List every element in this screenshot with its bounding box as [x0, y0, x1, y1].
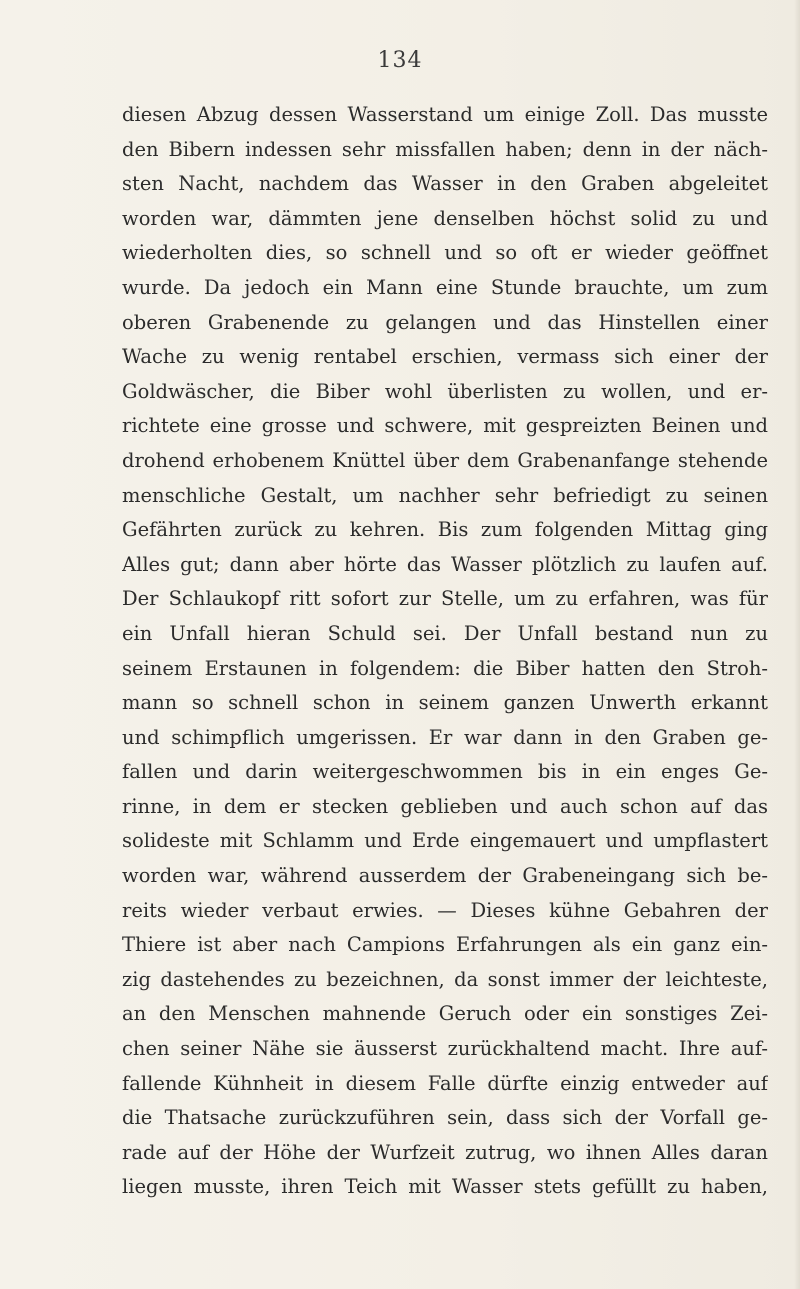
text-line: Thiere ist aber nach Campions Erfahrungen als ein ganz ein-: [122, 933, 768, 957]
text-line: rade auf der Höhe der Wurfzeit zutrug, wo ihnen Alles daran: [122, 1140, 768, 1164]
text-line: menschliche Gestalt, um nachher sehr befriedigt zu seinen: [122, 483, 768, 507]
text-line: zig dastehendes zu bezeichnen, da sonst immer der leichteste,: [122, 967, 768, 991]
text-line: chen seiner Nähe sie äusserst zurückhaltend macht. Ihre auf-: [122, 1037, 768, 1061]
text-line: diesen Abzug dessen Wasserstand um einige Zoll. Das musste: [122, 103, 768, 126]
text-line: den Bibern indessen sehr missfallen haben; denn in der näch-: [122, 137, 768, 161]
text-line: sten Nacht, nachdem das Wasser in den Graben abgeleitet: [122, 172, 768, 196]
text-line: drohend erhobenem Knüttel über dem Grabenanfange stehende: [122, 448, 768, 472]
text-line: Goldwäscher, die Biber wohl überlisten zu wollen, und er-: [122, 379, 768, 403]
text-line: Gefährten zurück zu kehren. Bis zum folgenden Mittag ging: [122, 518, 768, 542]
text-line: Der Schlaukopf ritt sofort zur Stelle, um zu erfahren, was für: [122, 587, 768, 611]
text-line: fallen und darin weitergeschwommen bis in ein enges Ge-: [122, 760, 768, 784]
text-line: solideste mit Schlamm und Erde eingemauert und umpflastert: [122, 829, 768, 853]
text-line: seinem Erstaunen in folgendem: die Biber hatten den Stroh-: [122, 656, 768, 680]
text-line: richtete eine grosse und schwere, mit gespreizten Beinen und: [122, 414, 768, 438]
text-line: worden war, während ausserdem der Grabeneingang sich be-: [122, 864, 768, 888]
text-line: rinne, in dem er stecken geblieben und auch schon auf das: [122, 794, 768, 818]
text-line: an den Menschen mahnende Geruch oder ein sonstiges Zei-: [122, 1002, 768, 1026]
page-edge-shadow: [794, 0, 800, 1289]
text-line: fallende Kühnheit in diesem Falle dürfte einzig entweder auf: [122, 1071, 768, 1095]
text-line: Alles gut; dann aber hörte das Wasser plötzlich zu laufen auf.: [122, 552, 768, 576]
text-line: ein Unfall hieran Schuld sei. Der Unfall bestand nun zu: [122, 621, 768, 645]
text-line: wurde. Da jedoch ein Mann eine Stunde brauchte, um zum: [122, 275, 768, 299]
page-number: 134: [377, 48, 423, 73]
text-line: worden war, dämmten jene denselben höchst solid zu und: [122, 206, 768, 230]
body-text: [122, 98, 768, 1205]
text-line: liegen musste, ihren Teich mit Wasser stets gefüllt zu haben,: [122, 1175, 768, 1199]
text-line: Wache zu wenig rentabel erschien, vermass sich einer der: [122, 345, 768, 369]
text-line: reits wieder verbaut erwies. — Dieses kühne Gebahren der: [122, 898, 768, 922]
text-line: oberen Grabenende zu gelangen und das Hinstellen einer: [122, 310, 768, 334]
text-line: und schimpflich umgerissen. Er war dann in den Graben ge-: [122, 725, 768, 749]
text-line: wiederholten dies, so schnell und so oft er wieder geöffnet: [122, 241, 768, 265]
text-line: mann so schnell schon in seinem ganzen Unwerth erkannt: [122, 691, 768, 715]
text-line: die Thatsache zurückzuführen sein, dass sich der Vorfall ge-: [122, 1106, 768, 1130]
